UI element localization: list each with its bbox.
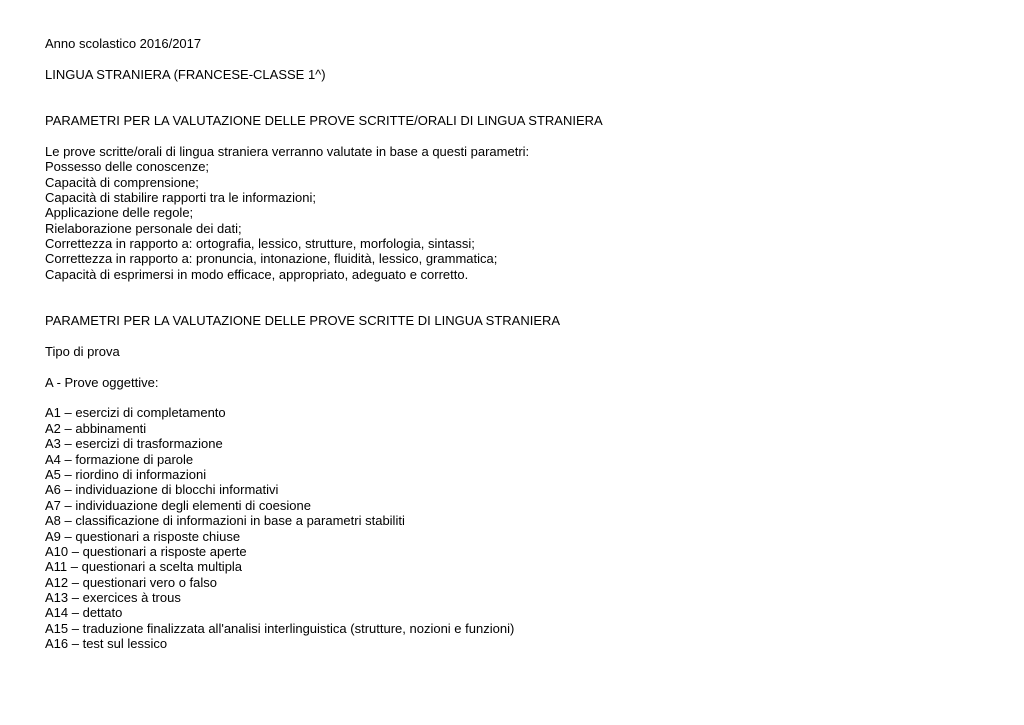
list-item: A13 – exercices à trous — [45, 590, 181, 606]
list-item: Correttezza in rapporto a: pronuncia, intonazione, fluidità, lessico, grammatica; — [45, 251, 498, 267]
section1-intro: Le prove scritte/orali di lingua straniera verranno valutate in base a questi parametri: — [45, 143, 530, 159]
subject-heading: LINGUA STRANIERA (FRANCESE-CLASSE 1^) — [45, 66, 326, 82]
list-item: A5 – riordino di informazioni — [45, 466, 207, 482]
list-item: Applicazione delle regole; — [45, 205, 194, 221]
section2-list — [45, 405, 995, 651]
list-item: A15 – traduzione finalizzata all'analisi interlinguistica (strutture, nozioni e funzioni) — [45, 620, 515, 636]
list-item: Capacità di comprensione; — [45, 174, 199, 190]
list-item: A9 – questionari a risposte chiuse — [45, 528, 241, 544]
test-type-label: Tipo di prova — [45, 343, 120, 359]
list-item: Possesso delle conoscenze; — [45, 159, 210, 175]
list-item: Capacità di esprimersi in modo efficace, appropriato, adeguato e corretto. — [45, 266, 469, 282]
section1-title: PARAMETRI PER LA VALUTAZIONE DELLE PROVE SCRITTE/ORALI DI LINGUA STRANIERA — [45, 112, 603, 128]
list-item: A12 – questionari vero o falso — [45, 574, 217, 590]
objective-tests-label: A - Prove oggettive: — [45, 374, 159, 390]
list-item: A6 – individuazione di blocchi informativi — [45, 482, 279, 498]
list-item: A11 – questionari a scelta multipla — [45, 559, 243, 575]
list-item: A14 – dettato — [45, 605, 123, 621]
school-year: Anno scolastico 2016/2017 — [45, 36, 202, 51]
section2-title: PARAMETRI PER LA VALUTAZIONE DELLE PROVE SCRITTE DI LINGUA STRANIERA — [45, 313, 561, 329]
section1-list — [45, 159, 995, 282]
list-item: A2 – abbinamenti — [45, 420, 147, 436]
list-item: A16 – test sul lessico — [45, 636, 168, 652]
list-item: A10 – questionari a risposte aperte — [45, 543, 247, 559]
list-item: A8 – classificazione di informazioni in base a parametri stabiliti — [45, 513, 405, 529]
list-item: Correttezza in rapporto a: ortografia, lessico, strutture, morfologia, sintassi; — [45, 236, 475, 252]
list-item: A4 – formazione di parole — [45, 451, 194, 467]
list-item: A7 – individuazione degli elementi di coesione — [45, 497, 311, 513]
list-item: Rielaborazione personale dei dati; — [45, 220, 242, 236]
list-item: Capacità di stabilire rapporti tra le informazioni; — [45, 189, 316, 205]
document-page — [45, 36, 995, 652]
list-item: A3 – esercizi di trasformazione — [45, 436, 223, 452]
list-item: A1 – esercizi di completamento — [45, 405, 226, 421]
